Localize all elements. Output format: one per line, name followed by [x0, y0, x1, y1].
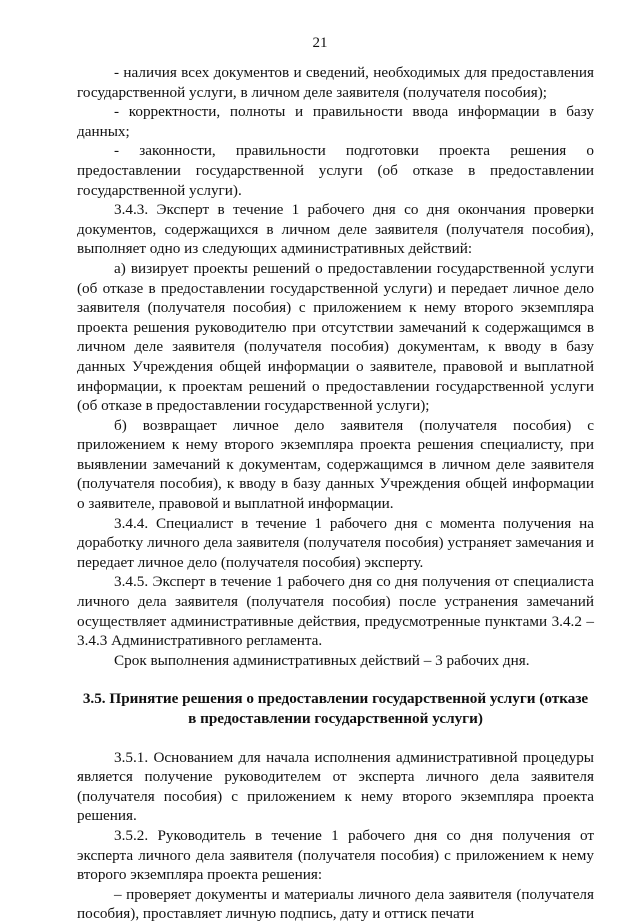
- paragraph-item-legality: - законности, правильности подготовки проекта решения о предоставлении государственной услуги (об отказе в предоставлении государственной услуги).: [77, 142, 594, 199]
- page-number: 21: [312, 35, 328, 51]
- paragraph-option-b: б) возвращает личное дело заявителя (получателя пособия) с приложением к нему второго экземпляра проекта решения специалисту, при выявлении замечаний к документам, содержащимся в личном деле заявителя (получателя пособия), к вводу в базу данных Учреждения общей информации о заявителе, правовой и выплатной информации.: [77, 416, 594, 513]
- paragraph-option-a: а) визирует проекты решений о предоставлении государственной услуги (об отказе в предоставлении государственной услуги) и передает личное дело заявителя (получателя пособия) с приложением к нему второго экземпляра проекта решения руководителю при отсутствии замечаний к содержащимся в личном деле заявителя (получателя пособия) документам, к вводу в базу данных Учреждения общей информации о заявителе, правовой и выплатной информации, к проектам решений о предоставлении государственной услуги (об отказе в предоставлении государственной услуги);: [77, 259, 594, 415]
- paragraph-3-5-1: 3.5.1. Основанием для начала исполнения административной процедуры является получение руководителем от эксперта личного дела заявителя (получателя пособия) с приложением к нему второго экземпляра проекта решения.: [77, 748, 594, 825]
- paragraph-checks-documents: – проверяет документы и материалы личного дела заявителя (получателя пособия), проставляет личную подпись, дату и оттиск печати: [77, 885, 594, 923]
- paragraph-deadline: Срок выполнения административных действий – 3 рабочих дня.: [114, 651, 530, 669]
- section-heading-3-5: 3.5. Принятие решения о предоставлении государственной услуги (отказе в предоставлении государственной услуги): [82, 690, 589, 727]
- paragraph-3-4-5: 3.4.5. Эксперт в течение 1 рабочего дня со дня получения от специалиста личного дела заявителя (получателя пособия) после устранения замечаний осуществляет административные действия, предусмотренные пунктами 3.4.2 – 3.4.3 Административного регламента.: [77, 573, 594, 650]
- paragraph-3-5-2: 3.5.2. Руководитель в течение 1 рабочего дня со дня получения от эксперта личного дела заявителя (получателя пособия) с приложением к нему второго экземпляра проекта решения:: [77, 826, 594, 884]
- document-body: [77, 63, 594, 924]
- paragraph-3-4-3: 3.4.3. Эксперт в течение 1 рабочего дня со дня окончания проверки документов, содержащихся в личном деле заявителя (получателя пособия), выполняет одно из следующих административных действий:: [77, 201, 594, 258]
- paragraph-3-4-4: 3.4.4. Специалист в течение 1 рабочего дня с момента получения на доработку личного дела заявителя (получателя пособия) устраняет замечания и передает личное дело (получателя пособия) эксперту.: [77, 514, 594, 571]
- paragraph-item-documents: - наличия всех документов и сведений, необходимых для предоставления государственной услуги, в личном деле заявителя (получателя пособия);: [77, 64, 594, 101]
- paragraph-item-data-entry: - корректности, полноты и правильности ввода информации в базу данных;: [77, 103, 594, 140]
